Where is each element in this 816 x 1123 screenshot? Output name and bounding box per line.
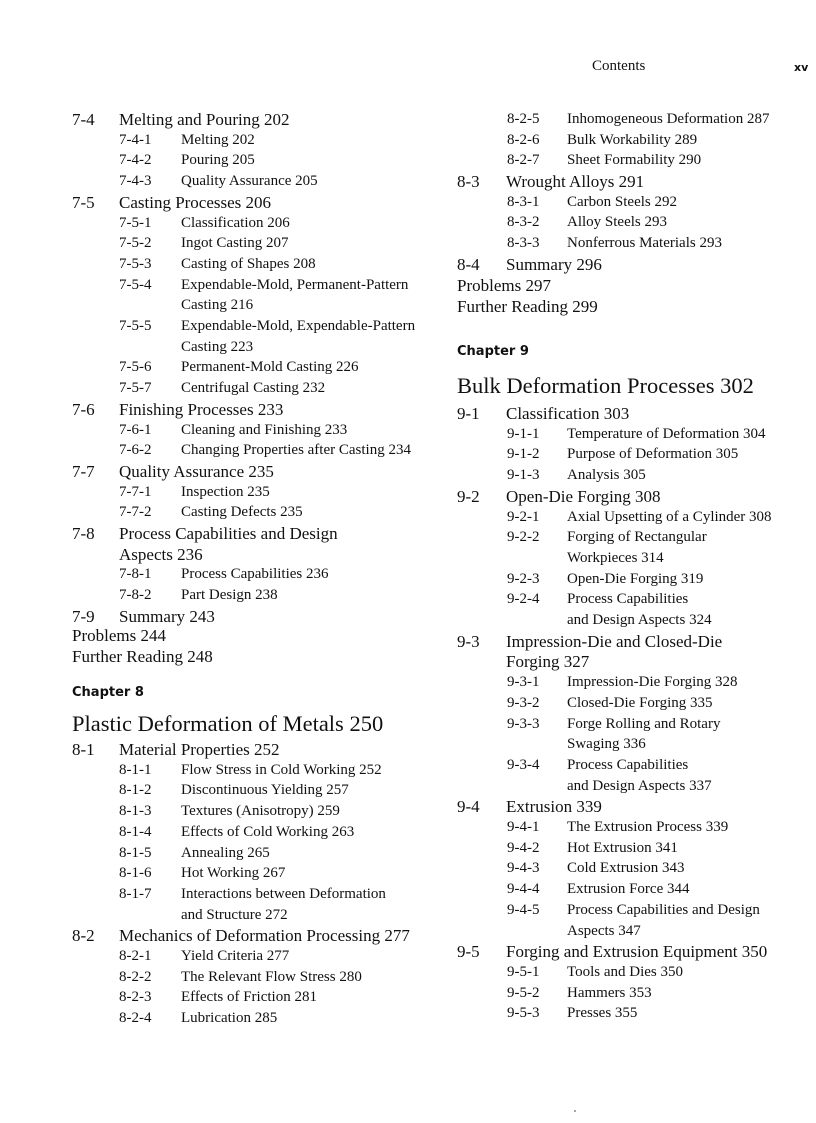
subsection-title: Expendable-Mold, Permanent-Pattern	[181, 276, 409, 293]
subsection-title: Interactions between Deformation	[181, 885, 386, 902]
subsection-number: 8-1-2	[119, 782, 152, 799]
subsection-number: 7-5-7	[119, 380, 152, 397]
subsection-number: 7-8-2	[119, 587, 152, 604]
subsection-number: 8-2-1	[119, 948, 152, 964]
subsection-title: Casting Defects 235	[181, 504, 303, 521]
subsection-number: 9-2-3	[507, 570, 540, 587]
subsection-title: Effects of Cold Working 263	[181, 823, 355, 840]
subsection-title: Process Capabilities and Design	[567, 901, 760, 918]
subsection-number: 8-3-3	[507, 235, 540, 252]
subsection-title: The Extrusion Process 339	[567, 819, 729, 835]
section-title: Material Properties 252	[119, 740, 280, 759]
section-number: 7-9	[72, 606, 95, 626]
subsection-title: Lubrication 285	[181, 1010, 278, 1027]
subsection-number: 9-5-1	[507, 963, 540, 980]
subsection-title: Swaging 336	[567, 736, 646, 753]
chapter-title: Plastic Deformation of Metals 250	[72, 711, 384, 736]
subsection-title: Classification 206	[181, 214, 290, 231]
subsection-title: Casting 223	[181, 338, 254, 355]
section-title: Wrought Alloys 291	[506, 172, 645, 191]
subsection-title: Process Capabilities	[567, 756, 689, 773]
subsection-number: 7-7-1	[119, 483, 152, 500]
subsection-number: 9-5-3	[507, 1005, 540, 1022]
subsection-number: 7-5-1	[119, 214, 152, 231]
subsection-title: and Design Aspects 324	[567, 612, 712, 628]
subsection-title: Impression-Die Forging 328	[567, 674, 738, 691]
subsection-title: Extrusion Force 344	[567, 881, 690, 898]
subsection-title: Nonferrous Materials 293	[567, 235, 722, 252]
section-title: Classification 303	[506, 404, 630, 423]
subsection-number: 8-1-7	[119, 885, 152, 902]
section-number: 8-2	[72, 926, 95, 946]
section-title: Summary 296	[506, 254, 602, 274]
subsection-title: Pouring 205	[181, 152, 255, 169]
subsection-number: 9-4-2	[507, 839, 540, 856]
subsection-title: and Structure 272	[181, 906, 288, 923]
subsection-number: 8-2-6	[507, 131, 540, 148]
subsection-title: Part Design 238	[181, 587, 278, 604]
subsection-title: Process Capabilities	[567, 591, 689, 608]
subsection-title: Sheet Formability 290	[567, 152, 702, 169]
subsection-number: 8-1-3	[119, 803, 152, 820]
subsection-title: Temperature of Deformation 304	[567, 425, 766, 442]
subsection-title: Forge Rolling and Rotary	[567, 715, 721, 732]
section-number: 9-5	[457, 942, 480, 962]
subsection-number: 9-5-2	[507, 984, 540, 1001]
section-title: Open-Die Forging 308	[506, 486, 661, 506]
section-number: 8-1	[72, 740, 95, 759]
subsection-number: 7-6-1	[119, 421, 152, 438]
section-number: 8-4	[457, 254, 480, 274]
chapter-label: Chapter 9	[457, 344, 529, 359]
subsection-title: Purpose of Deformation 305	[567, 446, 739, 463]
subsection-title: and Design Aspects 337	[567, 777, 712, 794]
subsection-title: Hot Working 267	[181, 865, 286, 882]
chapter-title: Bulk Deformation Processes 302	[457, 373, 754, 398]
problems-entry: Problems 297	[457, 276, 551, 295]
section-title: Melting and Pouring 202	[119, 110, 290, 129]
subsection-number: 7-8-1	[119, 566, 152, 583]
subsection-number: 7-7-2	[119, 504, 152, 521]
subsection-title: Alloy Steels 293	[567, 214, 667, 231]
problems-entry: Problems 244	[72, 626, 166, 645]
subsection-number: 8-1-1	[119, 761, 152, 778]
subsection-title: Effects of Friction 281	[181, 989, 317, 1006]
section-title: Forging and Extrusion Equipment 350	[506, 942, 768, 962]
subsection-number: 8-2-5	[507, 111, 540, 127]
subsection-title: Expendable-Mold, Expendable-Pattern	[181, 318, 416, 334]
subsection-title: Textures (Anisotropy) 259	[181, 803, 340, 820]
section-title: Impression-Die and Closed-Die	[506, 631, 723, 651]
subsection-number: 7-5-3	[119, 255, 152, 272]
subsection-number: 9-2-4	[507, 591, 540, 608]
subsection-title: The Relevant Flow Stress 280	[181, 968, 362, 985]
subsection-number: 9-3-1	[507, 674, 540, 691]
subsection-title: Permanent-Mold Casting 226	[181, 359, 359, 376]
chapter-label: Chapter 8	[72, 685, 144, 700]
subsection-number: 7-5-4	[119, 276, 152, 293]
subsection-title: Analysis 305	[567, 467, 646, 484]
subsection-number: 9-3-2	[507, 694, 540, 711]
subsection-title: Flow Stress in Cold Working 252	[181, 761, 382, 778]
subsection-title: Cold Extrusion 343	[567, 860, 685, 877]
subsection-title: Casting 216	[181, 297, 254, 314]
subsection-title: Carbon Steels 292	[567, 193, 677, 210]
section-number: 7-4	[72, 110, 95, 129]
section-title-cont: Aspects 236	[119, 544, 203, 564]
subsection-title: Inspection 235	[181, 483, 270, 500]
subsection-title: Workpieces 314	[567, 549, 664, 566]
subsection-title: Axial Upsetting of a Cylinder 308	[567, 508, 772, 525]
subsection-number: 7-5-2	[119, 235, 152, 252]
subsection-number: 9-4-5	[507, 901, 540, 918]
subsection-title: Process Capabilities 236	[181, 566, 329, 583]
subsection-number: 8-1-5	[119, 844, 152, 861]
subsection-title: Inhomogeneous Deformation 287	[567, 111, 770, 127]
subsection-number: 8-1-6	[119, 865, 152, 882]
section-number: 8-3	[457, 172, 480, 191]
subsection-title: Yield Criteria 277	[181, 948, 290, 964]
subsection-number: 7-5-6	[119, 359, 152, 376]
subsection-title: Aspects 347	[567, 922, 641, 939]
subsection-title: Forging of Rectangular	[567, 529, 707, 546]
section-number: 7-7	[72, 461, 95, 481]
running-header-label: Contents	[592, 58, 646, 74]
section-title: Extrusion 339	[506, 797, 602, 817]
subsection-title: Discontinuous Yielding 257	[181, 782, 349, 799]
subsection-title: Closed-Die Forging 335	[567, 694, 713, 711]
section-title: Finishing Processes 233	[119, 399, 284, 419]
section-title: Process Capabilities and Design	[119, 524, 338, 543]
section-title: Quality Assurance 235	[119, 461, 274, 481]
section-number: 7-5	[72, 192, 95, 212]
subsection-title: Hot Extrusion 341	[567, 839, 678, 856]
page-number: xv	[794, 61, 809, 74]
subsection-title: Annealing 265	[181, 844, 270, 861]
subsection-title: Hammers 353	[567, 984, 652, 1001]
subsection-title: Tools and Dies 350	[567, 963, 684, 980]
subsection-number: 8-2-2	[119, 968, 152, 985]
section-number: 7-6	[72, 399, 95, 419]
subsection-number: 7-4-2	[119, 152, 152, 169]
subsection-number: 9-3-3	[507, 715, 540, 732]
subsection-number: 9-1-3	[507, 467, 540, 484]
subsection-number: 9-3-4	[507, 756, 540, 773]
subsection-number: 9-1-2	[507, 446, 540, 463]
subsection-number: 9-1-1	[507, 425, 540, 442]
subsection-number: 7-4-3	[119, 173, 152, 190]
section-title: Mechanics of Deformation Processing 277	[119, 926, 410, 946]
subsection-title: Ingot Casting 207	[181, 235, 289, 252]
section-title: Summary 243	[119, 606, 215, 626]
subsection-title: Melting 202	[181, 131, 255, 148]
subsection-number: 9-2-2	[507, 529, 540, 546]
subsection-title: Open-Die Forging 319	[567, 570, 704, 587]
further-reading-entry: Further Reading 248	[72, 647, 213, 666]
section-number: 9-1	[457, 404, 480, 423]
section-number: 9-2	[457, 486, 480, 506]
subsection-number: 9-2-1	[507, 508, 540, 525]
subsection-number: 8-2-7	[507, 152, 540, 169]
subsection-title: Presses 355	[567, 1005, 638, 1022]
subsection-number: 9-4-3	[507, 860, 540, 877]
subsection-title: Bulk Workability 289	[567, 131, 698, 148]
subsection-number: 8-3-2	[507, 214, 540, 231]
subsection-title: Cleaning and Finishing 233	[181, 421, 348, 438]
subsection-number: 8-2-3	[119, 989, 152, 1006]
subsection-number: 8-1-4	[119, 823, 152, 840]
subsection-number: 7-6-2	[119, 442, 152, 459]
subsection-title: Centrifugal Casting 232	[181, 380, 326, 397]
subsection-number: 8-3-1	[507, 193, 540, 210]
subsection-title: Quality Assurance 205	[181, 173, 318, 190]
section-title-cont: Forging 327	[506, 652, 590, 672]
subsection-title: Changing Properties after Casting 234	[181, 442, 411, 459]
subsection-title: Casting of Shapes 208	[181, 255, 316, 272]
section-title: Casting Processes 206	[119, 192, 272, 212]
subsection-number: 7-5-5	[119, 318, 152, 334]
subsection-number: 9-4-1	[507, 819, 540, 835]
section-number: 9-3	[457, 631, 480, 651]
further-reading-entry: Further Reading 299	[457, 297, 598, 316]
section-number: 9-4	[457, 797, 480, 817]
subsection-number: 8-2-4	[119, 1010, 152, 1027]
subsection-number: 7-4-1	[119, 131, 152, 148]
section-number: 7-8	[72, 524, 95, 543]
scan-speck	[574, 1110, 576, 1112]
subsection-number: 9-4-4	[507, 881, 540, 898]
